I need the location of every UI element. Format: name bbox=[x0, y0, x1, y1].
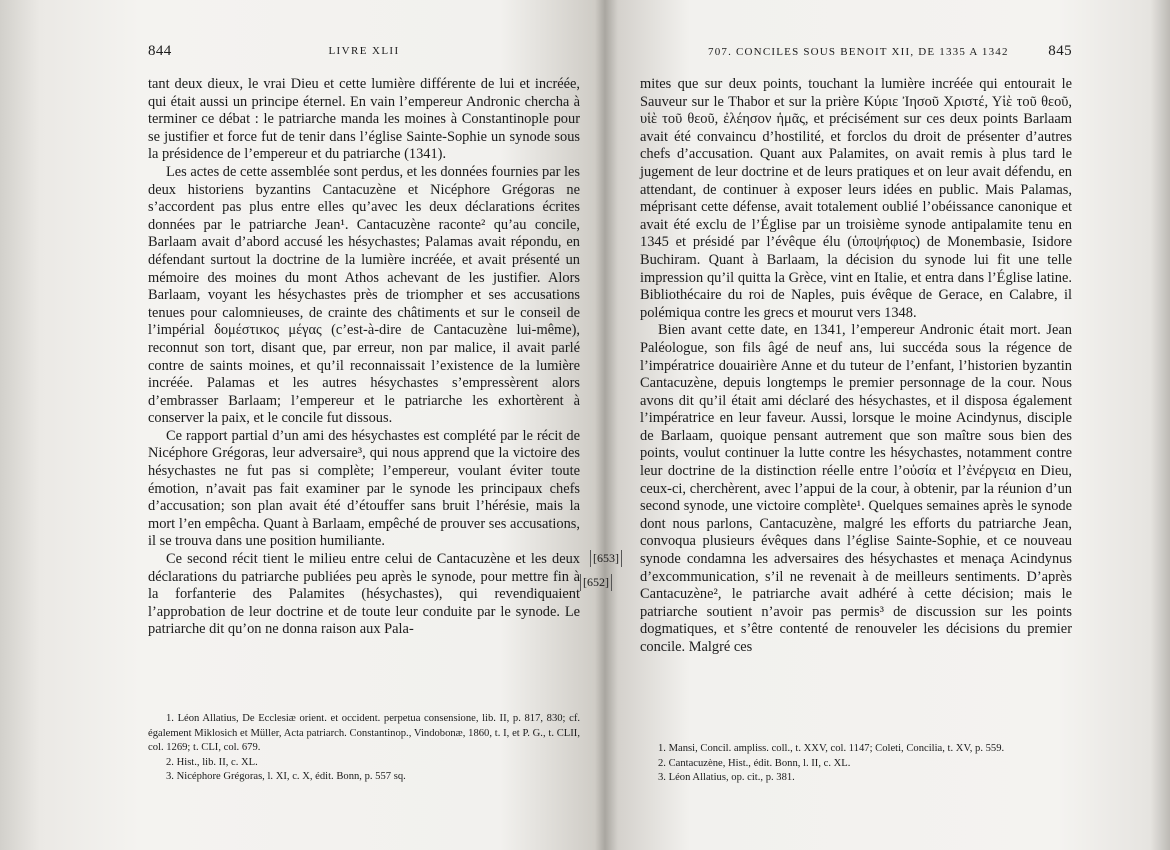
margin-page-ref: [653] bbox=[590, 550, 622, 567]
body-text bbox=[148, 76, 580, 639]
running-title: 707. CONCILES SOUS BENOIT XII, DE 1335 A 1342 bbox=[708, 46, 1009, 58]
footnote: 2. Hist., lib. II, c. XL. bbox=[166, 756, 258, 768]
paragraph: tant deux dieux, le vrai Dieu et cette lumière différente de lui et incréée, qui était aussi un principe éternel. En vain l’empereur Andronic chercha à terminer ce débat : le patriarche manda les moines à Constantinople pour se justifier et force fut de tenir dans l’église Sainte-Sophie un synode sous la présidence de l’empereur et du patriarche (1341). bbox=[148, 76, 580, 163]
footnote: 1. Mansi, Concil. ampliss. coll., t. XXV, col. 1147; Coleti, Concilia, t. XV, p. 559. bbox=[658, 743, 1005, 754]
page-number: 845 bbox=[1048, 43, 1072, 59]
footnote: 1. Léon Allatius, De Ecclesiæ orient. et occident. perpetua consensione, lib. II, p. 817, 830; cf. également Miklosich et Müller, Acta patriarch. Constantinop., Vindobonæ, 1860, t. I, et P. G., t. CLII, col. 1269; t. CLI, col. 679. bbox=[148, 713, 580, 754]
page-number: 844 bbox=[148, 43, 172, 59]
paragraph: Ce rapport partial d’un ami des hésychastes est complété par le récit de Nicéphore Grégoras, leur adversaire³, qui nous apprend que la victoire des hésychastes ne fut pas si complète; l’empereur, voulant éviter toute émotion, n’avait pas fait examiner par le synode les principaux chefs d’accusation; son plan avait été d’étouffer sans bruit l’hérésie, mais la mort l’en empêcha. Quant à Barlaam, empêché de prouver ses accusations, il se trouva dans une position humiliante. bbox=[148, 427, 580, 550]
paragraph: mites que sur deux points, touchant la lumière incréée qui entourait le Sauveur sur le Thabor et sur la prière Κύριε Ἰησοῦ Χριστέ, Υἱὲ τοῦ θεοῦ, υἱὲ τοῦ θεοῦ, ἐλέησον ἡμᾶς, et précisément sur ces deux points Barlaam avait été convaincu d’hostilité, et forclos du droit de présenter d’autres chefs d’accusation. Quant aux Palamites, on avait remis à plus tard le jugement de leur doctrine et de leurs pratiques et on leur avait défendu, en attendant, de continuer à exposer leurs idées en public. Mais Palamas, méprisant cette défense, avait totalement oublié l’obéissance canonique et avait été exclu de l’Église par un troisième synode antipalamite tenu en 1345 et présidé par l’évêque élu (ὑποψήφιος) de Monembasie, Isidore Buchiram. Quant à Barlaam, la décision du synode lui fit une telle impression qu’il quitta la Grèce, vint en Italie, et entra dans l’Église latine. Bibliothécaire du roi de Naples, puis évêque de Gerace, en Calabre, il polémiqua contre les grecs et mourut vers 1348. bbox=[640, 76, 1072, 321]
footnote: 3. Nicéphore Grégoras, l. XI, c. X, édit. Bonn, p. 557 sq. bbox=[166, 771, 406, 783]
paragraph: Bien avant cette date, en 1341, l’empereur Andronic était mort. Jean Paléologue, son fils âgé de neuf ans, lui succéda sous la régence de l’impératrice douairière Anne et du tuteur de l’enfant, l’historien byzantin Cantacuzène, depuis longtemps le premier personnage de la cour. Nous avons dit qu’il était ami déclaré des hésychastes, et il disposa également l’impératrice en leur faveur. Aussi, lorsque le moine Acindynus, disciple de Barlaam, quoique pensant autrement que son maître sous bien des points, voulut continuer la lutte contre les hésychastes, notamment contre leur doctrine de la distinction réelle entre l’οὐσία et l’ἐνέργεια en Dieu, ceux-ci, cherchèrent, avec l’appui de la cour, à obtenir, par la réunion d’un second synode, une victoire complète¹. Quelques semaines après le synode dont nous parlons, Cantacuzène, malgré les efforts du patriarche Jean, convoqua plusieurs évêques dans l’église Sainte-Sophie, et ce nouveau synode condamna les adversaires des hésychastes et menaça Acindynus d’excommunication, s’il ne revenait à de meilleurs sentiments. D’après Cantacuzène², le patriarche avait adhéré à cette décision; mais le patriarche soutient n’avoir pas permis³ de discussion sur les points dogmatiques, et s’être contenté de renouveler les décisions du premier concile. Malgré ces bbox=[640, 322, 1072, 655]
footnote: 3. Léon Allatius, op. cit., p. 381. bbox=[658, 772, 795, 784]
body-text bbox=[640, 76, 1072, 657]
footnote: 2. Cantacuzène, Hist., édit. Bonn, l. II, c. XL. bbox=[658, 757, 851, 769]
footnotes bbox=[148, 712, 580, 785]
margin-page-ref: [652] bbox=[580, 574, 612, 591]
paragraph: Ce second récit tient le milieu entre celui de Cantacuzène et les deux déclarations du patriarche publiées peu après le synode, pour mettre fin à la forfanterie des Palamites (hésychastes), qui revendiquaient l’approbation de leur doctrine et de toute leur conduite par le synode. Le patriarche dit qu’on ne donna raison aux Pala- bbox=[148, 551, 580, 638]
paragraph: Les actes de cette assemblée sont perdus, et les données fournies par les deux historiens byzantins Cantacuzène et Nicéphore Grégoras ne s’accordent pas plus entre elles qu’avec les deux déclarations écrites données par le patriarche Jean¹. Cantacuzène raconte² qu’au concile, Barlaam avait d’abord accusé les hésychastes; Palamas avait répondu, en défendant surtout la doctrine de la lumière incréée, et avait présenté un mémoire des moines du mont Athos achevant de les justifier. Alors Barlaam, voyant les hésychastes près de triompher et ses accusations tenues pour calomnieuses, de crainte des châtiments et sur le conseil de l’impérial δομέστικος μέγας (c’est-à-dire de Cantacuzène lui-même), reconnut son tort, disant que, par erreur, non par malice, il avait parlé contre de saints moines, et qu’il reconnaissait l’existence de la lumière incréée. Palamas et les autres hésychastes s’empressèrent alors d’embrasser Barlaam; l’empereur et le patriarche les exhortèrent à conserver la paix, et le concile fut dissous. bbox=[148, 163, 580, 427]
running-title: LIVRE XLII bbox=[328, 45, 400, 57]
footnotes bbox=[640, 742, 1072, 786]
